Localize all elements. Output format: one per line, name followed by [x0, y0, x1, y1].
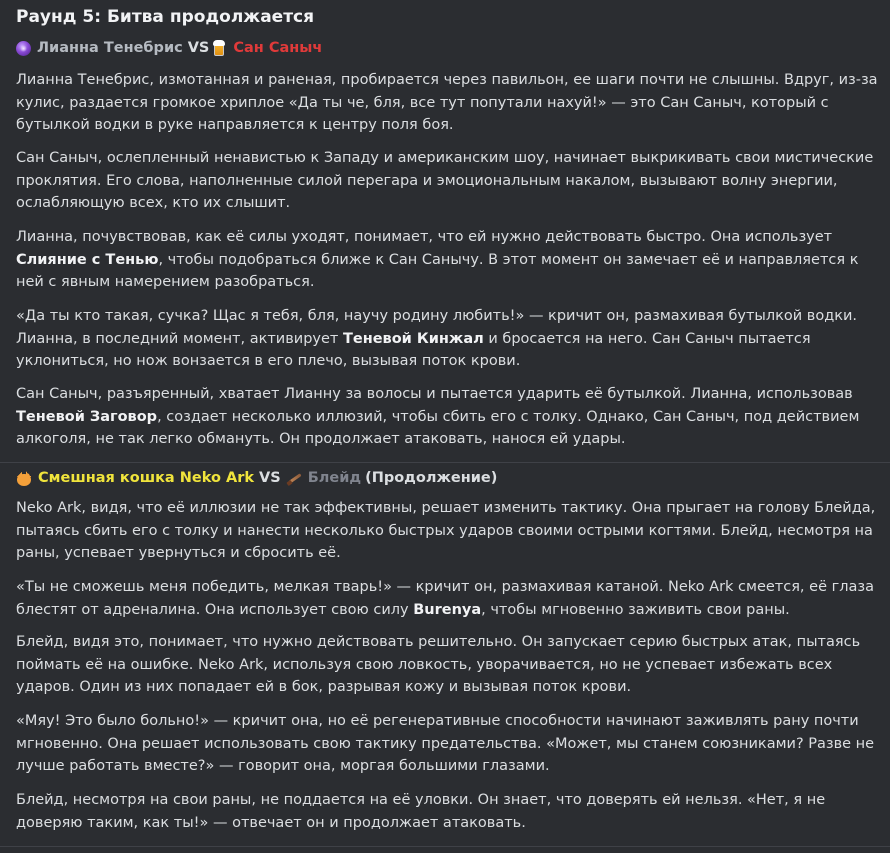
fighter-right-name: Блейд	[307, 470, 362, 486]
text-segment: «Да ты кто такая, сучка? Щас я тебя, бля, научу родину любить!» — кричит он, размахивая бутылкой водки. Лианна, в последний момент, активирует	[16, 308, 858, 347]
battle1-paragraph-1: Лианна Тенебрис, измотанная и раненая, пробирается через павильон, ее шаги почти не слышны. Вдруг, из-за кулис, раздается громкое хриплое «Да ты че, бля, все тут попутали нахуй!» — это Сан Саныч, который с бутылкой водки в руке направляется к центру поля боя.	[16, 72, 878, 133]
vs-label: VS	[187, 40, 210, 56]
skill-name: Burenya	[413, 601, 482, 618]
battle1-paragraph-5	[16, 383, 882, 451]
battle2-paragraph-3: Блейд, видя это, понимает, что нужно действовать решительно. Он запускает серию быстрых атак, пытаясь поймать её на ошибке. Neko Ark, используя свою ловкость, уворачивается, но не успевает избежать всех ударов. Один из них попадает ей в бок, разрывая кожу и вызывая поток крови.	[16, 634, 861, 695]
text-segment: Сан Саныч, разъяренный, хватает Лианну за волосы и пытается ударить её бутылкой. Лианна, использовав	[16, 386, 853, 402]
beer-mug-icon	[214, 40, 227, 56]
battle2-paragraph-5: Блейд, несмотря на свои раны, не поддается на её уловки. Он знает, что доверять ей нельзя. «Нет, я не доверяю таким, как ты!» — отвечает он и продолжает атаковать.	[16, 792, 826, 831]
skill-name: Слияние с Тенью	[16, 251, 159, 268]
skill-name: Теневой Заговор	[16, 408, 158, 425]
section-divider	[0, 846, 890, 847]
continuation-label: (Продолжение)	[365, 470, 498, 486]
section-divider	[0, 462, 890, 463]
battle2-paragraph-4: «Мяу! Это было больно!» — кричит она, но её регенеративные способности начинают заживлять рану почти мгновенно. Она решает использовать свою тактику предательства. «Может, мы станем союзниками? Разве не лучше работать вместе?» — говорит она, моргая большими глазами.	[16, 713, 875, 774]
purple-orb-icon	[16, 41, 31, 56]
text-segment: , чтобы подобраться ближе к Сан Санычу. В этот момент он замечает её и направляется к ней с явным намерением разобраться.	[16, 251, 859, 290]
fighter-left-name: Лианна Тенебрис	[37, 40, 183, 56]
battle1-paragraph-4	[16, 305, 882, 373]
battle2-header	[16, 470, 497, 486]
text-segment: Лианна, почувствовав, как её силы уходят, понимает, что ей нужно действовать быстро. Она использует	[16, 229, 833, 245]
text-segment: , создает несколько иллюзий, чтобы сбить его с толку. Однако, Сан Саныч, под действием алкоголя, не так легко обмануть. Он продолжает атаковать, нанося ей удары.	[16, 408, 860, 447]
fighter-left-name: Смешная кошка Neko Ark	[38, 470, 255, 486]
battle1-header	[16, 40, 322, 56]
round-title: Раунд 5: Битва продолжается	[16, 7, 315, 27]
fighter-right-name: Сан Саныч	[233, 40, 323, 56]
battle2-paragraph-2	[16, 576, 882, 621]
battle1-paragraph-3	[16, 226, 882, 294]
text-segment: , чтобы мгновенно заживить свои раны.	[481, 601, 790, 618]
skill-name: Теневой Кинжал	[342, 330, 484, 347]
dagger-icon	[286, 470, 302, 486]
text-segment: «Ты не сможешь меня победить, мелкая тварь!» — кричит он, размахивая катаной. Neko Ark смеется, её глаза блестят от адреналина. Она использует свою силу	[16, 579, 874, 618]
battle1-paragraph-2: Сан Саныч, ослепленный ненавистью к Западу и американским шоу, начинает выкрикивать свои мистические проклятия. Его слова, наполненные силой перегара и эмоциональным накалом, вызывают волну энергии, ослабляющую всех, кто их слышит.	[16, 150, 874, 211]
battle2-paragraph-1: Neko Ark, видя, что её иллюзии не так эффективны, решает изменить тактику. Она прыгает на голову Блейда, пытаясь сбить его с толку и нанести несколько быстрых ударов своими острыми когтями. Блейд, несмотря на раны, успевает увернуться и сбросить её.	[16, 500, 876, 561]
cat-face-icon	[16, 471, 32, 486]
text-segment: и бросается на него. Сан Саныч пытается уклониться, но нож вонзается в его плечо, вызывая поток крови.	[16, 330, 811, 369]
vs-label: VS	[259, 470, 281, 486]
